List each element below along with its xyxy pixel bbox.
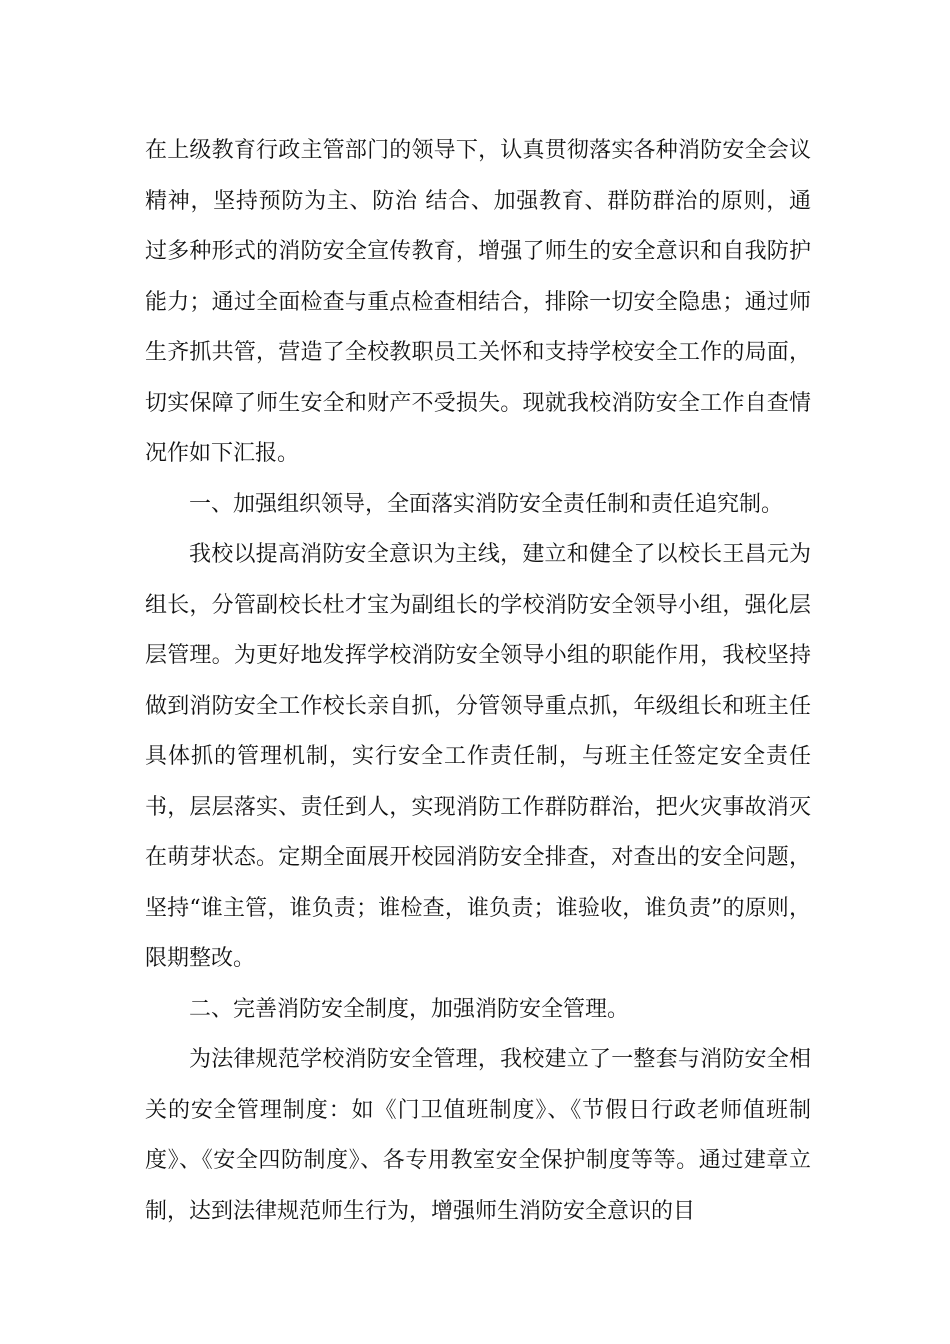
section-heading-2: 二、完善消防安全制度，加强消防安全管理。 [189, 996, 630, 1022]
paragraph-intro: 在上级教育行政主管部门的领导下，认真贯彻落实各种消防安全会议精神，坚持预防为主、防治 结合、加强教育、群防群治的原则，通过多种形式的消防安全宣传教育，增强了师生的安全意识和自我防护能力；通过全面检查与重点检查相结合，排除一切安全隐患；通过师生齐抓共管，营造了全校教职员工关怀和支持学校安全工作的局面，切实保障了师生安全和财产不受损失。现就我校消防安全工作自查情况作如下汇报。 [145, 138, 811, 466]
paragraph-section-2: 为法律规范学校消防安全管理，我校建立了一整套与消防安全相关的安全管理制度：如《门卫值班制度》、《节假日行政老师值班制度》、《安全四防制度》、各专用教室安全保护制度等等。通过建章立制，达到法律规范师生行为，增强师生消防安全意识的目 [145, 1047, 811, 1224]
paragraph-section-1: 我校以提高消防安全意识为主线，建立和健全了以校长王昌元为组长，分管副校长杜才宝为副组长的学校消防安全领导小组，强化层层管理。为更好地发挥学校消防安全领导小组的职能作用，我校坚持做到消防安全工作校长亲自抓，分管领导重点抓，年级组长和班主任具体抓的管理机制，实行安全工作责任制，与班主任签定安全责任书，层层落实、责任到人，实现消防工作群防群治，把火灾事故消灭在萌芽状态。定期全面展开校园消防安全排查，对查出的安全问题，坚持“谁主管，谁负责；谁检查，谁负责；谁验收，谁负责”的原则，限期整改。 [145, 542, 811, 971]
document-page [145, 126, 811, 1237]
section-heading-1: 一、加强组织领导，全面落实消防安全责任制和责任追究制。 [189, 491, 784, 517]
